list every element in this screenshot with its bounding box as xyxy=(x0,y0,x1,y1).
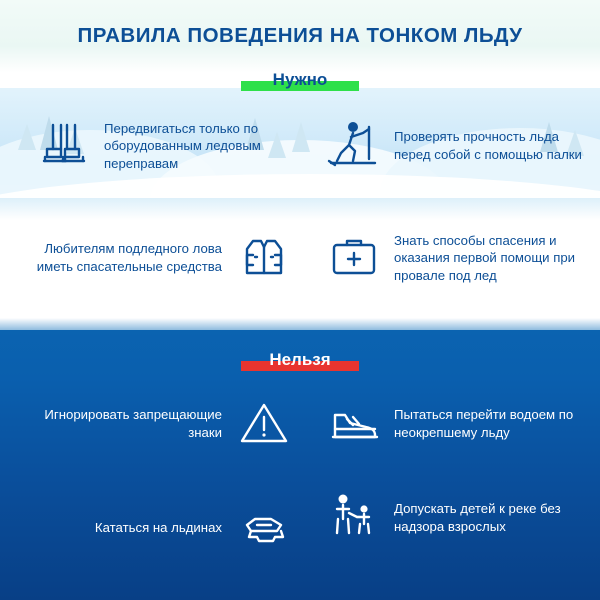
adult-and-child-icon xyxy=(318,482,390,554)
forbidden-section xyxy=(0,330,600,600)
page-title: ПРАВИЛА ПОВЕДЕНИЯ НА ТОНКОМ ЛЬДУ xyxy=(77,24,523,47)
warning-triangle-icon xyxy=(228,388,300,460)
allowed-item-4-text: Знать способы спасения и оказания первой помощи при провале под лед xyxy=(394,232,576,283)
forbidden-item-3-text: Кататься на льдинах xyxy=(94,520,222,536)
allowed-item-3 xyxy=(28,222,300,294)
forbidden-item-4-text: Допускать детей к реке без надзора взрослых xyxy=(394,501,561,534)
allowed-item-1-text: Передвигаться только по оборудованным ледовым переправам xyxy=(104,120,261,171)
ice-floe-icon xyxy=(228,492,300,564)
forbidden-label xyxy=(0,350,600,370)
forbidden-item-2 xyxy=(318,388,590,460)
forbidden-label-text: Нельзя xyxy=(269,350,331,369)
forbidden-item-1-text: Игнорировать запрещающие знаки xyxy=(44,407,222,440)
allowed-item-3-text: Любителям подледного лова иметь спасательные средства xyxy=(36,241,222,274)
allowed-label xyxy=(0,70,600,90)
skates-icon xyxy=(28,110,100,182)
allowed-item-4 xyxy=(318,222,590,294)
first-aid-kit-icon xyxy=(318,222,390,294)
boot-icon xyxy=(318,388,390,460)
forbidden-item-4 xyxy=(318,482,590,554)
allowed-item-2 xyxy=(318,110,590,182)
allowed-item-2-text: Проверять прочность льда перед собой с помощью палки xyxy=(394,129,582,162)
forbidden-item-1 xyxy=(28,388,300,460)
allowed-item-1 xyxy=(28,110,300,182)
ice-strip xyxy=(0,198,600,220)
life-vest-icon xyxy=(228,222,300,294)
skier-with-pole-icon xyxy=(318,110,390,182)
forbidden-item-2-text: Пытаться перейти водоем по неокрепшему льду xyxy=(394,407,574,440)
forbidden-item-3 xyxy=(28,492,300,564)
allowed-label-text: Нужно xyxy=(272,70,328,89)
